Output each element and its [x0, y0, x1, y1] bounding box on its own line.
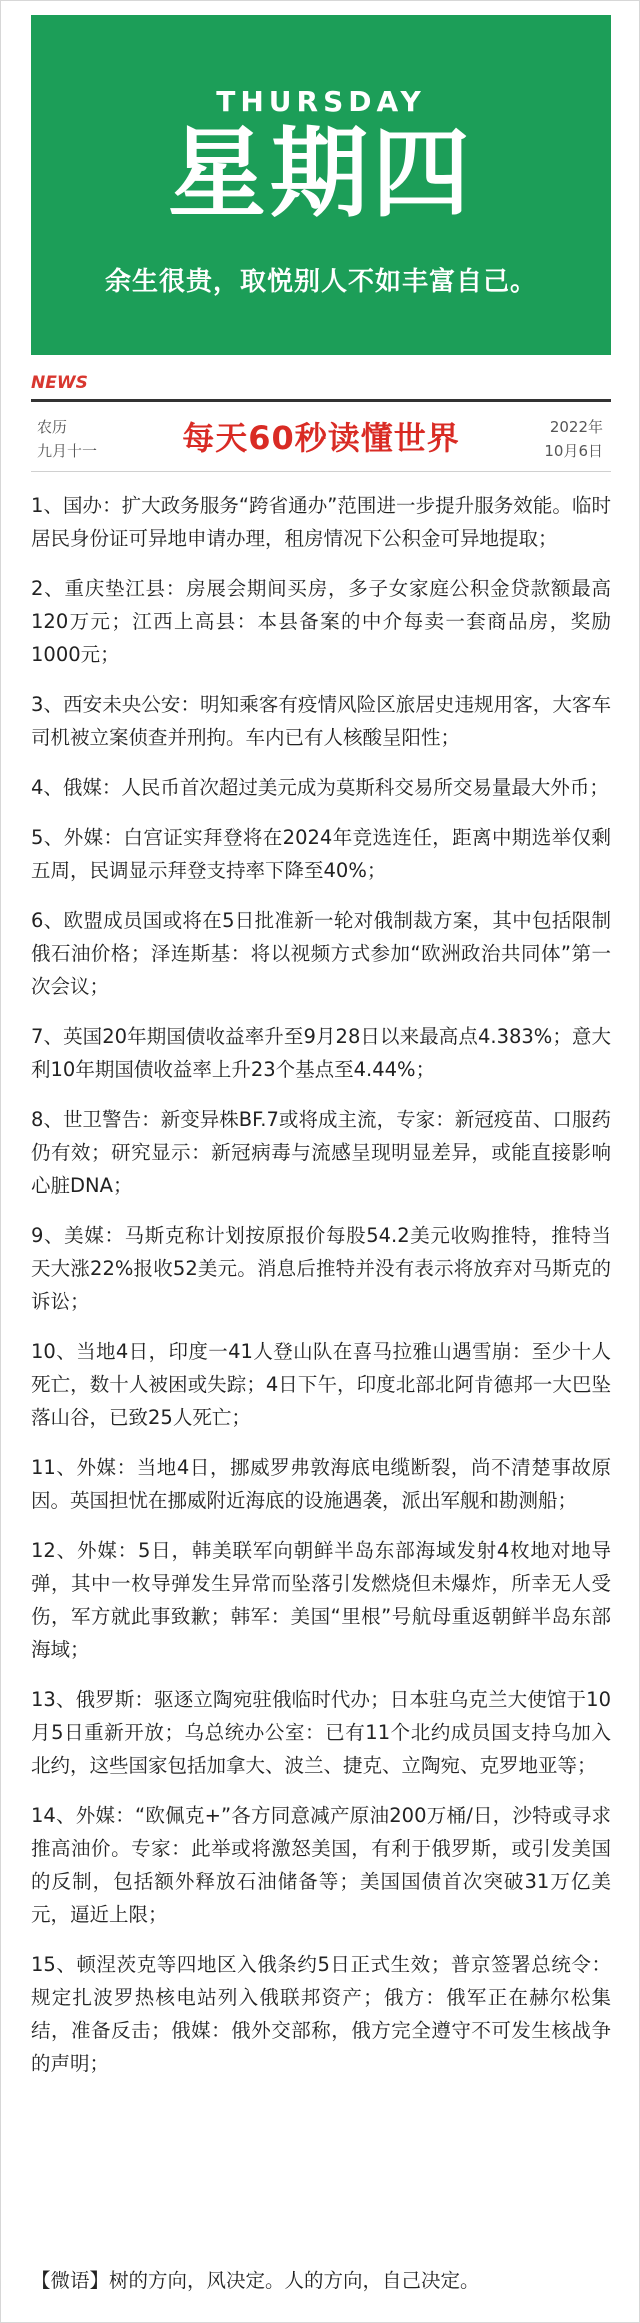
day-banner — [31, 15, 611, 355]
news-list — [31, 489, 611, 2097]
news-label: NEWS — [31, 373, 88, 393]
banner-motto: 余生很贵，取悦别人不如丰富自己。 — [104, 267, 537, 297]
news-item: 5、外媒：白宫证实拜登将在2024年竞选连任，距离中期选举仅剩五周，民调显示拜登支持率下降至40%； — [31, 826, 611, 882]
news-item: 2、重庆垫江县：房展会期间买房，多子女家庭公积金贷款额最高120万元；江西上高县：本县备案的中介每卖一套商品房，奖励1000元； — [31, 577, 611, 666]
news-item: 9、美媒：马斯克称计划按原报价每股54.2美元收购推特，推特当天大涨22%报收52美元。消息后推特并没有表示将放弃对马斯克的诉讼； — [31, 1224, 611, 1313]
title-divider — [31, 471, 611, 472]
news-item: 14、外媒：“欧佩克+”各方同意减产原油200万桶/日，沙特或寻求推高油价。专家：此举或将激怒美国，有利于俄罗斯，或引发美国的反制，包括额外释放石油储备等；美国国债首次突破31万亿美元，逼近上限； — [31, 1804, 611, 1926]
page-title: 每天60秒读懂世界 — [182, 419, 460, 457]
lunar-label: 农历 — [37, 418, 68, 436]
english-day: THURSDAY — [216, 85, 426, 118]
news-item: 11、外媒：当地4日，挪威罗弗敦海底电缆断裂，尚不清楚事故原因。英国担忧在挪威附近海底的设施遇袭，派出军舰和勘测船； — [31, 1456, 611, 1512]
news-item: 7、英国20年期国债收益率升至9月28日以来最高点4.383%；意大利10年期国债收益率上升23个基点至4.44%； — [31, 1025, 611, 1081]
date-month-day: 10月6日 — [544, 442, 603, 460]
lunar-date: 九月十一 — [37, 442, 98, 460]
news-item: 6、欧盟成员国或将在5日批准新一轮对俄制裁方案，其中包括限制俄石油价格；泽连斯基：将以视频方式参加“欧洲政治共同体”第一次会议； — [31, 909, 611, 998]
news-item: 8、世卫警告：新变异株BF.7或将成主流，专家：新冠疫苗、口服药仍有效；研究显示：新冠病毒与流感呈现明显差异，或能直接影响心脏DNA； — [31, 1108, 611, 1197]
news-item: 10、当地4日，印度一41人登山队在喜马拉雅山遇雪崩：至少十人死亡，数十人被困或失踪；4日下午，印度北部北阿肯德邦一大巴坠落山谷，已致25人死亡； — [31, 1340, 611, 1429]
header-divider — [31, 399, 611, 402]
news-item: 12、外媒：5日，韩美联军向朝鲜半岛东部海域发射4枚地对地导弹，其中一枚导弹发生异常而坠落引发燃烧但未爆炸，所幸无人受伤，军方就此事致歉；韩军：美国“里根”号航母重返朝鲜半岛东部海域； — [31, 1539, 611, 1661]
gregorian-date-block — [513, 415, 603, 463]
chinese-day: 星期四 — [167, 117, 474, 231]
news-item: 15、顿涅茨克等四地区入俄条约5日正式生效；普京签署总统令：规定扎波罗热核电站列入俄联邦资产；俄方：俄军正在赫尔松集结，准备反击；俄媒：俄外交部称，俄方完全遵守不可发生核战争的声明； — [31, 1953, 611, 2075]
news-item: 13、俄罗斯：驱逐立陶宛驻俄临时代办；日本驻乌克兰大使馆于10月5日重新开放；乌总统办公室：已有11个北约成员国支持乌加入北约，这些国家包括加拿大、波兰、捷克、立陶宛、克罗地亚等； — [31, 1688, 611, 1777]
closing-quote: 【微语】树的方向，风决定。人的方向，自己决定。 — [31, 2269, 480, 2292]
lunar-date-block — [37, 415, 127, 463]
news-item: 1、国办：扩大政务服务“跨省通办”范围进一步提升服务效能。临时居民身份证可异地申请办理，租房情况下公积金可异地提取； — [31, 494, 611, 550]
news-item: 3、西安未央公安：明知乘客有疫情风险区旅居史违规用客，大客车司机被立案侦查并刑拘。车内已有人核酸呈阳性； — [31, 693, 611, 749]
news-item: 4、俄媒：人民币首次超过美元成为莫斯科交易所交易量最大外币； — [31, 776, 609, 799]
date-year: 2022年 — [549, 418, 603, 436]
